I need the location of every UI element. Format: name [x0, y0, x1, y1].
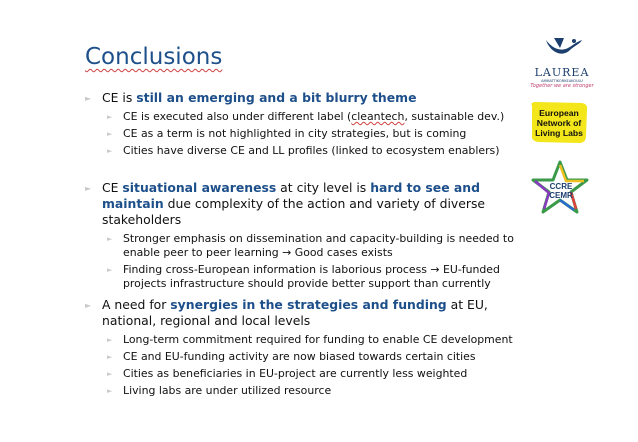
bullet-arrow-icon: ►: [85, 184, 92, 193]
bullet-text: at EU, national, regional and local levels: [102, 297, 488, 328]
sub-bullet: [85, 384, 515, 398]
bullet-emphasis: situational awareness: [122, 180, 277, 195]
bullet-3: [85, 297, 515, 329]
sub-bullet-arrow-icon: ►: [107, 235, 113, 243]
bullet-text: CE: [102, 180, 123, 195]
ccre-cemr-logo: [528, 159, 592, 221]
sub-bullet: [85, 110, 515, 124]
ccre-star-icon: [528, 159, 592, 221]
sub-bullet-text: Cities as beneficiaries in EU-project are currently less weighted: [123, 367, 468, 380]
sub-bullet: [85, 367, 515, 381]
sub-bullet: [85, 127, 515, 141]
bullet-text: A need for: [102, 297, 171, 312]
laurea-sub: AMMATTIKORKEAKOULU: [541, 79, 583, 83]
laurea-logo: [522, 36, 602, 89]
enll-line3: Living Labs: [535, 128, 583, 138]
sub-bullet-arrow-icon: ►: [107, 353, 113, 361]
sub-bullet-text: Cities have diverse CE and LL profiles (linked to ecosystem enablers): [123, 144, 500, 157]
section-1: [85, 90, 515, 158]
sub-bullet-arrow-icon: ►: [107, 336, 113, 344]
sub-bullet-arrow-icon: ►: [107, 266, 113, 274]
sub-bullet-arrow-icon: ►: [107, 130, 113, 138]
bullet-emphasis: hard to see and maintain: [102, 180, 480, 211]
sub-bullet: [85, 263, 515, 291]
sub-bullet: [85, 232, 515, 260]
bullet-emphasis: still an emerging and a bit blurry theme: [136, 90, 417, 105]
sub-bullet-arrow-icon: ►: [107, 113, 113, 121]
enll-badge-icon: [528, 100, 590, 146]
bullet-arrow-icon: ►: [85, 94, 92, 103]
sub-bullet-arrow-icon: ►: [107, 147, 113, 155]
sub-bullet: [85, 350, 515, 364]
sub-bullet: [85, 144, 515, 158]
laurea-emblem-icon: [540, 36, 584, 62]
sub-bullet-text: Stronger emphasis on dissemination and capacity-building is needed to enable peer to peer learning → Good cases exists: [123, 232, 514, 259]
laurea-tagline: Together we are stronger: [530, 83, 594, 89]
sub-bullet-text: , sustainable dev.): [404, 110, 505, 123]
sub-bullet-text: Finding cross-European information is laborious process → EU-funded projects infrastructure should provide better support than currently: [123, 263, 500, 290]
ccre-line2: CEMR: [549, 191, 573, 200]
enll-line1: European: [539, 108, 579, 118]
bullet-text: due complexity of the action and variety of diverse stakeholders: [102, 196, 486, 227]
sub-bullet-text: Living labs are under utilized resource: [123, 384, 332, 397]
bullet-2: [85, 180, 515, 228]
sub-bullet: [85, 333, 515, 347]
ccre-line1: CCRE: [549, 182, 573, 191]
sub-bullet-arrow-icon: ►: [107, 387, 113, 395]
enll-line2: Network of: [536, 118, 582, 128]
bullet-text: at city level is: [276, 180, 371, 195]
section-2: [85, 180, 515, 291]
bullet-emphasis: synergies in the strategies and funding: [170, 297, 447, 312]
laurea-name: LAUREA: [534, 66, 590, 79]
sub-bullet-text: Long-term commitment required for funding to enable CE development: [123, 333, 513, 346]
sub-bullet-arrow-icon: ►: [107, 370, 113, 378]
enll-logo: [528, 100, 590, 146]
sub-bullet-text: CE and EU-funding activity are now biased towards certain cities: [123, 350, 476, 363]
sub-bullet-text: CE as a term is not highlighted in city strategies, but is coming: [123, 127, 467, 140]
bullet-arrow-icon: ►: [85, 301, 92, 310]
bullet-text: CE is: [102, 90, 137, 105]
sub-bullet-text: CE is executed also under different label (: [123, 110, 352, 123]
section-3: [85, 297, 515, 398]
bullet-1: [85, 90, 515, 106]
sub-bullet-squiggle: cleantech: [351, 110, 405, 123]
slide-title: Conclusions: [85, 44, 223, 70]
